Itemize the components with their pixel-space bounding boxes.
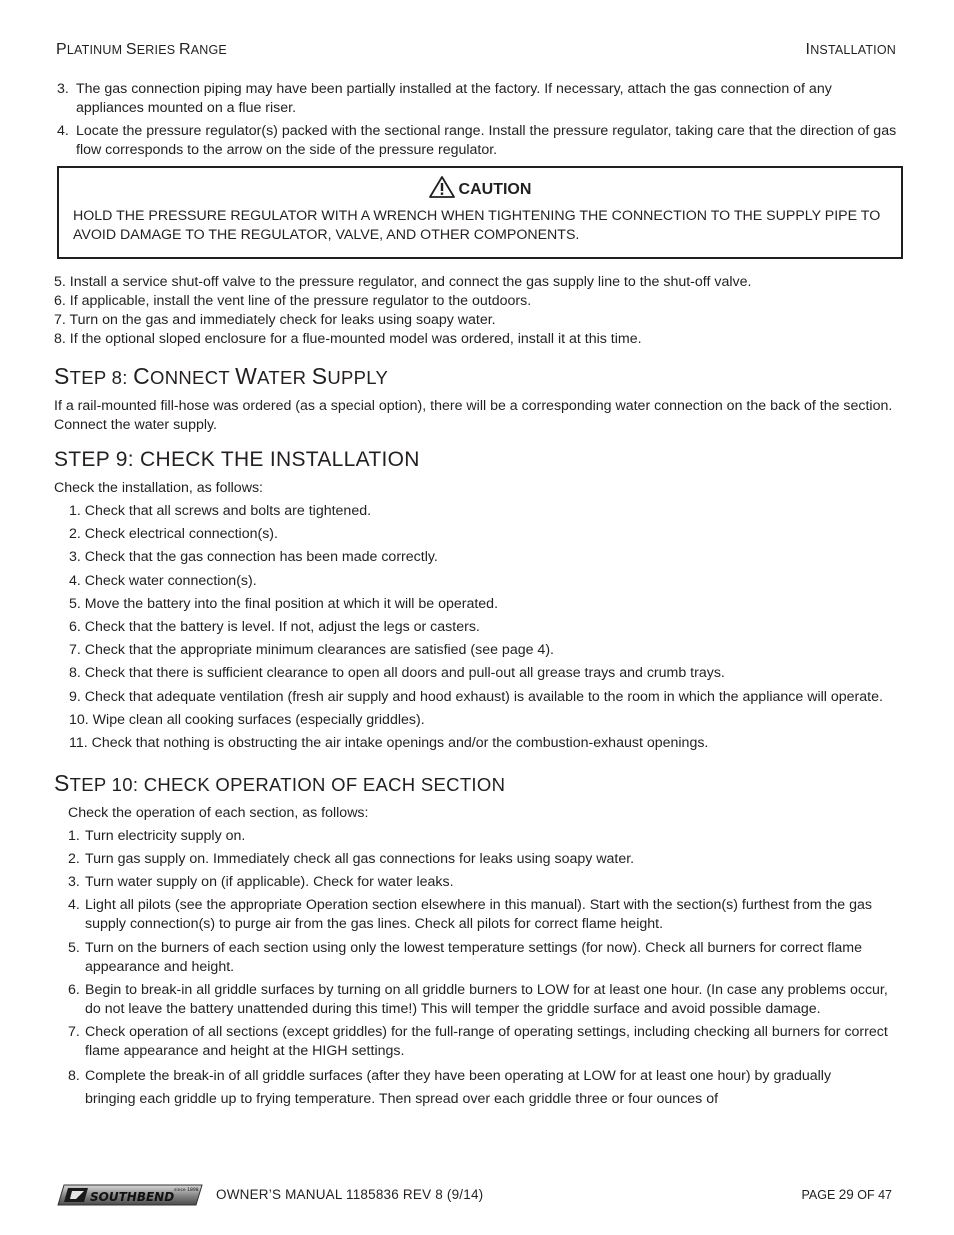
southbend-logo <box>56 1183 204 1207</box>
list-item: 2. Check electrical connection(s). <box>69 526 278 543</box>
manual-number: OWNER’S MANUAL 1185836 REV 8 (9/14) <box>216 1187 484 1202</box>
list-item: 1. Check that all screws and bolts are tightened. <box>69 503 372 519</box>
warning-icon <box>429 176 455 198</box>
step10-heading: STEP 10: CHECK OPERATION OF EACH SECTION <box>54 769 506 796</box>
header-section: INSTALLATION <box>805 41 896 58</box>
list-item: 4. Locate the pressure regulator(s) packed with the sectional range. Install the pressure regulator, taking care that the direction of gas flow corresponds to the arrow on the side of the pressure regulator. <box>57 123 897 158</box>
list-item: 10. Wipe clean all cooking surfaces (especially griddles). <box>69 711 425 728</box>
caution-title: CAUTION <box>73 176 887 201</box>
list-item: 2. Turn gas supply on. Immediately check all gas connections for leaks using soapy water. <box>68 851 635 868</box>
list-item: 4. Check water connection(s). <box>69 572 257 589</box>
list-item: 5. Install a service shut-off valve to the pressure regulator, and connect the gas supply line to the shut-off valve. <box>54 274 752 290</box>
list-item: 6. If applicable, install the vent line of the pressure regulator to the outdoors. <box>54 293 532 309</box>
page-header <box>56 40 896 62</box>
step9-intro: Check the installation, as follows: <box>54 480 263 496</box>
list-item: 9. Check that adequate ventilation (fresh air supply and hood exhaust) is available to the room in which the appliance will operate. <box>69 688 883 705</box>
list-item: 6. Begin to break-in all griddle surfaces by turning on all griddle burners to LOW for at least one hour. (In case any problems occur, do not leave the battery unattended during this time!) This will temper the griddle surface and avoid possible damage. <box>68 981 888 1017</box>
list-item: 8. If the optional sloped enclosure for a flue-mounted model was ordered, install it at this time. <box>54 331 642 347</box>
list-item: 4. Light all pilots (see the appropriate Operation section elsewhere in this manual). Start with the section(s) furthest from the gas supply connection(s) to purge air from the gas lines. Check all pilots for correct flame height. <box>68 897 873 933</box>
caution-box <box>57 166 903 259</box>
list-item: 8. Check that there is sufficient clearance to open all doors and pull-out all grease trays and crumb trays. <box>69 665 725 682</box>
caution-text: HOLD THE PRESSURE REGULATOR WITH A WRENCH WHEN TIGHTENING THE CONNECTION TO THE SUPPLY PIPE TO AVOID DAMAGE TO THE REGULATOR, VALVE, AND OTHER COMPONENTS. <box>73 208 881 243</box>
list-item: 3. The gas connection piping may have been partially installed at the factory. If necessary, attach the gas connection of any appliances mounted on a flue riser. <box>57 81 832 116</box>
page-content <box>54 80 900 1115</box>
step10-list <box>68 827 900 1111</box>
list-item: 5. Turn on the burners of each section using only the lowest temperature settings (for now). Check all burners for correct flame appearance and height. <box>68 939 863 975</box>
list-item: 6. Check that the battery is level. If not, adjust the legs or casters. <box>69 618 480 635</box>
svg-text:since 1898: since 1898 <box>174 1188 199 1193</box>
list-item: 8. Complete the break-in of all griddle surfaces (after they have been operating at LOW for at least one hour) by gradually bringing each griddle up to frying temperature. Then spread over each griddle three or four ounces of <box>68 1068 832 1108</box>
header-title: PLATINUM SERIES RANGE <box>56 41 227 58</box>
page-number: PAGE 29 OF 47 <box>801 1187 892 1202</box>
list-item: 7. Check that the appropriate minimum clearances are satisfied (see page 4). <box>69 642 554 659</box>
step10-intro: Check the operation of each section, as follows: <box>68 804 369 821</box>
list-item: 1. Turn electricity supply on. <box>68 827 246 844</box>
page-footer <box>56 1183 892 1209</box>
svg-text:SOUTHBEND: SOUTHBEND <box>90 1190 175 1204</box>
list-item: 7. Check operation of all sections (except griddles) for the full-range of operating settings, including checking all burners for correct flame appearance and height at the HIGH settings. <box>68 1024 888 1059</box>
step9-heading: STEP 9: CHECK THE INSTALLATION <box>54 448 420 471</box>
list-item: 5. Move the battery into the final position at which it will be operated. <box>69 595 499 612</box>
step8-body: If a rail-mounted fill-hose was ordered (as a special option), there will be a corresponding water connection on the back of the section. Connect the water supply. <box>54 398 893 433</box>
step8-heading: STEP 8: CONNECT WATER SUPPLY <box>54 363 389 389</box>
list-item: 3. Check that the gas connection has been made correctly. <box>69 549 438 566</box>
list-item: 7. Turn on the gas and immediately check for leaks using soapy water. <box>54 312 496 328</box>
step9-list <box>69 502 900 753</box>
list-item: 3. Turn water supply on (if applicable). Check for water leaks. <box>68 874 454 891</box>
list-item: 11. Check that nothing is obstructing the air intake openings and/or the combustion-exhaust openings. <box>69 734 709 751</box>
